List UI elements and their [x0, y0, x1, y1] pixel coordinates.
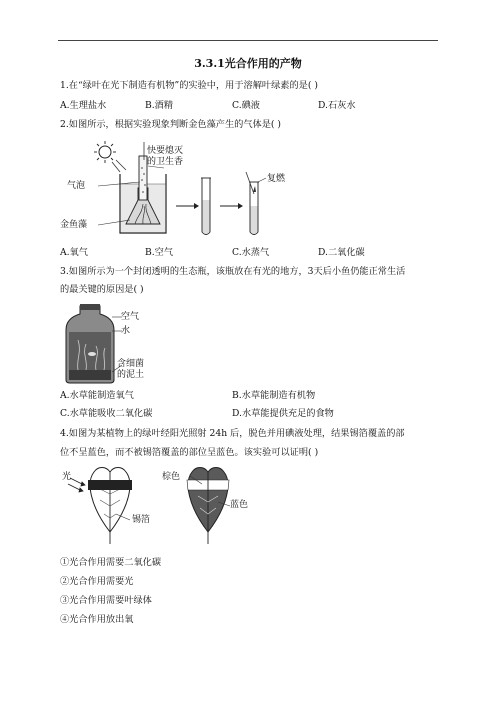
q2-option-d[interactable]: D.二氧化碳: [318, 247, 365, 258]
q3-option-a[interactable]: A.水草能制造氧气: [60, 390, 134, 401]
light-rays: [112, 160, 126, 172]
label-water: 水: [121, 326, 131, 336]
q3-stem-line1: 3.如图所示为一个封闭透明的生态瓶，该瓶放在有光的地方，3天后小鱼仍能正常生活: [60, 266, 406, 277]
q3-figure-eco-bottle: [60, 304, 120, 384]
q4-choice-4[interactable]: ④光合作用放出氧: [60, 614, 134, 625]
q2-option-c[interactable]: C.水蒸气: [232, 247, 270, 258]
q3-option-b[interactable]: B.水草能制造有机物: [232, 390, 316, 401]
label-air: 空气: [121, 312, 140, 322]
label-foil: 锡箔: [132, 515, 151, 525]
q1-option-b[interactable]: B.酒精: [145, 100, 174, 111]
sun-icon: [94, 141, 116, 163]
label-mud-line2: 的泥土: [117, 370, 145, 380]
q1-option-a[interactable]: A.生理盐水: [60, 100, 107, 111]
label-bubbles: 气泡: [67, 181, 86, 191]
q1-option-c[interactable]: C.碘液: [232, 100, 260, 111]
q1-option-d[interactable]: D.石灰水: [318, 100, 356, 111]
label-mud-line1: 含细菌: [117, 359, 145, 369]
process-arrow-2: [220, 203, 243, 209]
test-tube-collected: [201, 178, 211, 235]
q2-option-b[interactable]: B.空气: [145, 247, 174, 258]
label-algae: 金鱼藻: [60, 220, 88, 230]
q4-choice-3[interactable]: ③光合作用需要叶绿体: [60, 595, 152, 606]
label-light: 光: [62, 472, 72, 482]
process-arrow-1: [176, 203, 199, 209]
label-incense-line1: 快要熄灭: [147, 146, 184, 156]
q2-stem: 2.如图所示，根据实验现象判断金色藻产生的气体是( ): [60, 119, 281, 130]
label-reignite: 复燃: [267, 174, 286, 184]
page-title: 3.3.1光合作用的产物: [194, 57, 302, 70]
header-rule: [58, 40, 438, 41]
q2-option-a[interactable]: A.氧气: [60, 247, 88, 258]
q4-choice-2[interactable]: ②光合作用需要光: [60, 576, 134, 587]
label-blue: 蓝色: [230, 500, 249, 510]
label-brown: 棕色: [162, 472, 181, 482]
q4-choice-1[interactable]: ①光合作用需要二氧化碳: [60, 557, 162, 568]
q3-option-d[interactable]: D.水草能提供充足的食物: [232, 408, 334, 419]
q4-stem-line1: 4.如图为某植物上的绿叶经阳光照射 24h 后，脱色并用碘液处理，结果锡箔覆盖的部: [60, 428, 405, 439]
test-tube-reignite: [246, 172, 266, 235]
q3-stem-line2: 的最关键的原因是( ): [60, 284, 144, 295]
q3-option-c[interactable]: C.水草能吸收二氧化碳: [60, 408, 153, 419]
q4-stem-line2: 位不呈蓝色，而不被锡箔覆盖的部位呈蓝色。该实验可以证明( ): [60, 447, 319, 458]
leaf-after-iodine: [187, 468, 230, 545]
leaf-with-foil: [88, 468, 132, 545]
label-incense-line2: 的卫生香: [147, 157, 184, 167]
q1-stem: 1.在“绿叶在光下制造有机物”的实验中，用于溶解叶绿素的是( ): [60, 80, 318, 91]
